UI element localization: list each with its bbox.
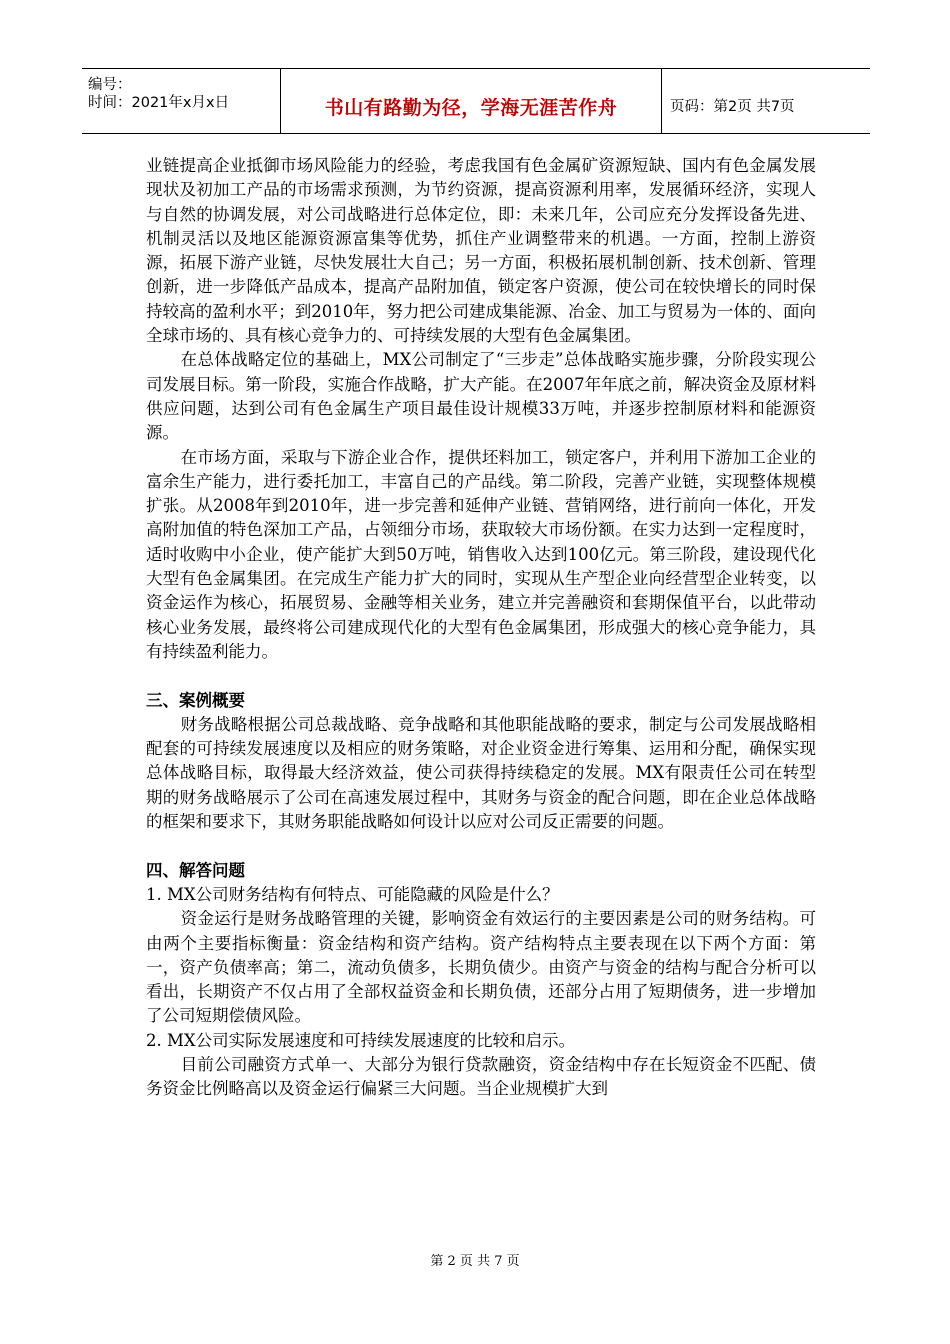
- paragraph-case-summary: 财务战略根据公司总裁战略、竞争战略和其他职能战略的要求，制定与公司发展战略相配套的可持续发展速度以及相应的财务策略，对企业资金进行筹集、运用和分配，确保实现总体战略目标，取得最大经济效益，使公司获得持续稳定的发展。MX有限责任公司在转型期的财务战略展示了公司在高速发展过程中，其财务与资金的配合问题，即在企业总体战略的框架和要求下，其财务职能战略如何设计以应对公司反正需要的问题。: [146, 714, 816, 832]
- page-header: [82, 68, 870, 134]
- question-1: 1. MX公司财务结构有何特点、可能隐藏的风险是什么？: [146, 884, 559, 904]
- paragraph-strategy-positioning: 业链提高企业抵御市场风险能力的经验，考虑我国有色金属矿资源短缺、国内有色金属发展现状及初加工产品的市场需求预测，为节约资源，提高资源利用率，发展循环经济，实现人与自然的协调发展，对公司战略进行总体定位，即：未来几年，公司应充分发挥设备先进、机制灵活以及地区能源资源富集等优势，抓住产业调整带来的机遇。一方面，控制上游资源，拓展下游产业链，尽快发展壮大自己；另一方面，积极拓展机制创新、技术创新、管理创新，进一步降低产品成本，提高产品附加值，锁定客户资源，使公司在较快增长的同时保持较高的盈利水平；到2010年，努力把公司建成集能源、冶金、加工与贸易为一体的、面向全球市场的、具有核心竞争力的、可持续发展的大型有色金属集团。: [146, 156, 816, 346]
- answer-2: 目前公司融资方式单一、大部分为银行贷款融资，资金结构中存在长短资金不匹配、债务资金比例略高以及资金运行偏紧三大问题。当企业规模扩大到: [146, 1054, 816, 1099]
- paragraph-three-steps: 在总体战略定位的基础上，MX公司制定了“三步走”总体战略实施步骤，分阶段实现公司发展目标。第一阶段，实施合作战略，扩大产能。在2007年年底之前，解决资金及原材料供应问题，达到公司有色金属生产项目最佳设计规模33万吨，并逐步控制原材料和能源资源。: [146, 350, 816, 443]
- document-time-label: 时间：2021年x月x日: [88, 95, 230, 111]
- section-heading-case-summary: 三、案例概要: [146, 690, 245, 710]
- header-page-cell: [662, 69, 870, 133]
- paragraph-market: 在市场方面，采取与下游企业合作，提供坯料加工，锁定客户，并利用下游加工企业的富余生产能力，进行委托加工，丰富自己的产品线。第二阶段，完善产业链，实现整体规模扩张。从2008年到2010年，进一步完善和延伸产业链、营销网络，进行前向一体化，开发高附加值的特色深加工产品，占领细分市场，获取较大市场份额。在实力达到一定程度时，适时收购中小企业，使产能扩大到50万吨，销售收入达到100亿元。第三阶段，建设现代化大型有色金属集团。在完成生产能力扩大的同时，实现从生产型企业向经营型企业转变，以资金运作为核心，拓展贸易、金融等相关业务，建立并完善融资和套期保值平台，以此带动核心业务发展，最终将公司建成现代化的大型有色金属集团，形成强大的核心竞争能力，具有持续盈利能力。: [146, 447, 816, 661]
- document-number-label: 编号：: [88, 77, 132, 93]
- page-footer: 第 2 页 共 7 页: [430, 1254, 520, 1269]
- answer-1: 资金运行是财务战略管理的关键，影响资金有效运行的主要因素是公司的财务结构。可由两个主要指标衡量：资金结构和资产结构。资产结构特点主要表现在以下两个方面：第一，资产负债率高；第二，流动负债多，长期负债少。由资产与资金的结构与配合分析可以看出，长期资产不仅占用了全部权益资金和长期负债，还部分占用了短期债务，进一步增加了公司短期偿债风险。: [146, 909, 816, 1026]
- header-motto: 书山有路勤为径，学海无涯苦作舟: [324, 97, 618, 119]
- document-body: [146, 154, 816, 1102]
- section-heading-answers: 四、解答问题: [146, 860, 245, 880]
- header-motto-cell: [281, 69, 662, 133]
- header-page-number: 页码：第2页 共7页: [670, 99, 795, 115]
- header-meta-cell: [82, 69, 281, 133]
- question-2: 2. MX公司实际发展速度和可持续发展速度的比较和启示。: [146, 1030, 576, 1050]
